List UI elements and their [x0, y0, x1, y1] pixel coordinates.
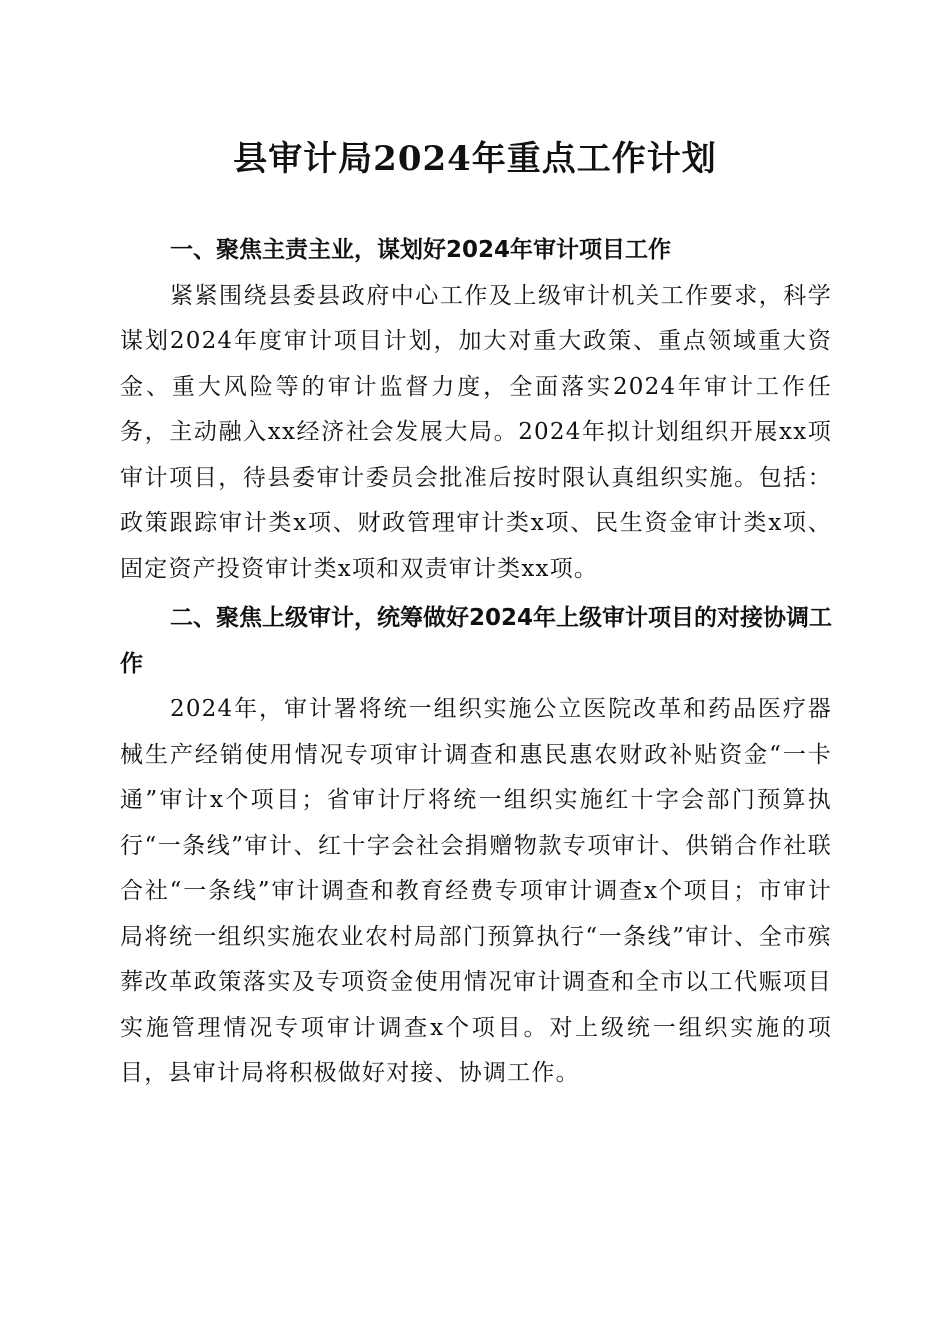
section-1-paragraph: 紧紧围绕县委县政府中心工作及上级审计机关工作要求，科学谋划2024年度审计项目计划，加大对重大政策、重点领域重大资金、重大风险等的审计监督力度，全面落实2024年审计工作任务，主动融入xx经济社会发展大局。2024年拟计划组织开展xx项审计项目，待县委审计委员会批准后按时限认真组织实施。包括：政策跟踪审计类x项、财政管理审计类x项、民生资金审计类x项、固定资产投资审计类x项和双责审计类xx项。	[120, 282, 832, 582]
document-title: 县审计局2024年重点工作计划	[233, 139, 717, 179]
section-2-heading: 二、聚焦上级审计，统筹做好2024年上级审计项目的对接协调工作	[120, 605, 833, 677]
document-body	[120, 228, 832, 1097]
section-2-paragraph: 2024年，审计署将统一组织实施公立医院改革和药品医疗器械生产经销使用情况专项审计调查和惠民惠农财政补贴资金“一卡通”审计x个项目；省审计厅将统一组织实施红十字会部门预算执行“一条线”审计、红十字会社会捐赠物款专项审计、供销合作社联合社“一条线”审计调查和教育经费专项审计调查x个项目；市审计局将统一组织实施农业农村局部门预算执行“一条线”审计、全市殡葬改革政策落实及专项资金使用情况审计调查和全市以工代赈项目实施管理情况专项审计调查x个项目。对上级统一组织实施的项目，县审计局将积极做好对接、协调工作。	[120, 696, 832, 1086]
section-1-heading: 一、聚焦主责主业，谋划好2024年审计项目工作	[170, 237, 672, 263]
